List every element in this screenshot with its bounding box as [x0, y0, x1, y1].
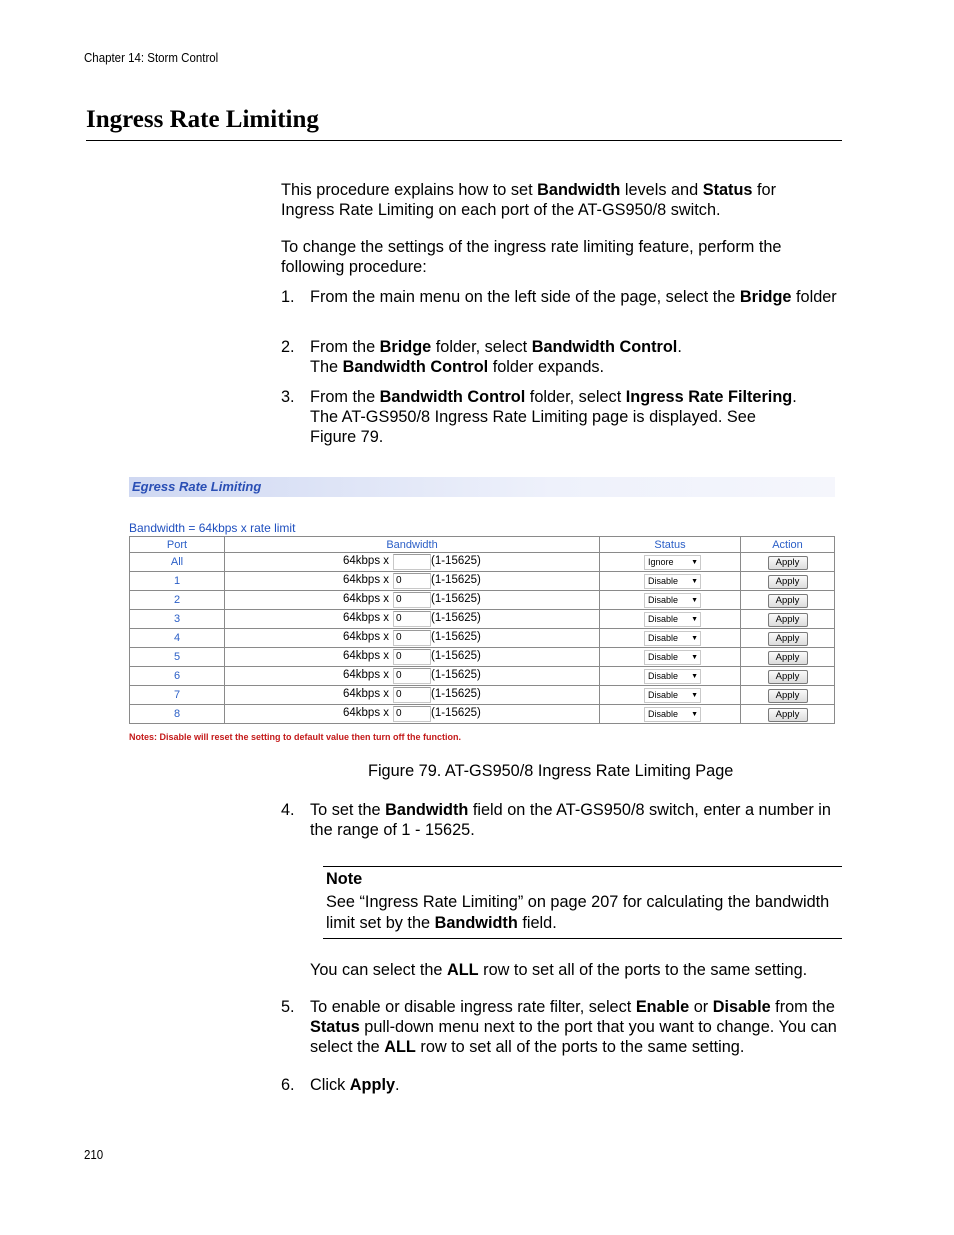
bandwidth-unit-label: 64kbps x [343, 593, 390, 605]
bandwidth-range-label: (1-15625) [431, 574, 481, 586]
status-cell [600, 705, 741, 724]
step-4-followup: You can select the ALL row to set all of the ports to the same setting. [310, 961, 808, 979]
note-body: See “Ingress Rate Limiting” on page 207 for calculating the bandwidth limit set by the Bandwidth field. [326, 893, 830, 932]
port-link[interactable]: 5 [130, 648, 225, 667]
status-select[interactable] [644, 707, 701, 722]
bandwidth-cell [225, 610, 600, 629]
column-action: Action [741, 537, 835, 553]
figure-header-bar [129, 477, 835, 497]
bandwidth-unit-label: 64kbps x [343, 574, 390, 586]
port-link[interactable]: 4 [130, 629, 225, 648]
status-value: Disable [648, 614, 679, 624]
status-value: Disable [648, 652, 679, 662]
status-value: Ignore [648, 557, 674, 567]
table-row [130, 572, 835, 591]
table-row [130, 553, 835, 572]
bandwidth-cell [225, 553, 600, 572]
action-cell [741, 648, 835, 667]
bandwidth-range-label: (1-15625) [431, 593, 481, 605]
bandwidth-cell [225, 667, 600, 686]
status-cell [600, 610, 741, 629]
dropdown-arrow-icon: ▼ [691, 692, 698, 699]
status-value: Disable [648, 595, 679, 605]
port-link[interactable]: 8 [130, 705, 225, 724]
bandwidth-unit-label: 64kbps x [343, 650, 390, 662]
status-value: Disable [648, 576, 679, 586]
step-6: 6. Click Apply. [281, 1076, 400, 1094]
dropdown-arrow-icon: ▼ [691, 597, 698, 604]
status-select[interactable] [644, 555, 701, 570]
dropdown-arrow-icon: ▼ [691, 673, 698, 680]
table-row [130, 610, 835, 629]
title-rule [86, 140, 842, 141]
status-select[interactable] [644, 631, 701, 646]
action-cell [741, 705, 835, 724]
action-cell [741, 610, 835, 629]
bandwidth-range-label: (1-15625) [431, 650, 481, 662]
action-cell [741, 629, 835, 648]
bandwidth-input[interactable]: 0 [393, 573, 431, 589]
step-3: 3. From the Bandwidth Control folder, select Ingress Rate Filtering. The AT-GS950/8 Ingress Rate Limiting page is displayed. See Figure 79. [281, 388, 797, 446]
port-link[interactable]: 3 [130, 610, 225, 629]
bandwidth-range-label: (1-15625) [431, 631, 481, 643]
apply-button[interactable]: Apply [768, 689, 808, 703]
action-cell [741, 591, 835, 610]
running-header: Chapter 14: Storm Control [84, 51, 219, 65]
apply-button[interactable]: Apply [768, 632, 808, 646]
action-cell [741, 572, 835, 591]
status-select[interactable] [644, 650, 701, 665]
step-1: 1. From the main menu on the left side of the page, select the Bridge folder [281, 288, 837, 306]
step-4: 4. To set the Bandwidth field on the AT-GS950/8 switch, enter a number in the range of 1 - 15625. [281, 801, 831, 839]
status-cell [600, 572, 741, 591]
dropdown-arrow-icon: ▼ [691, 578, 698, 585]
bandwidth-formula: Bandwidth = 64kbps x rate limit [129, 521, 296, 535]
status-select[interactable] [644, 612, 701, 627]
column-bandwidth: Bandwidth [225, 537, 600, 553]
step-2: 2. From the Bridge folder, select Bandwidth Control. The Bandwidth Control folder expands. [281, 338, 682, 376]
bandwidth-unit-label: 64kbps x [343, 555, 390, 567]
apply-button[interactable]: Apply [768, 594, 808, 608]
bandwidth-input[interactable]: 0 [393, 592, 431, 608]
status-cell [600, 686, 741, 705]
bandwidth-cell [225, 686, 600, 705]
note-title: Note [326, 870, 363, 888]
note-rule-top [323, 866, 842, 867]
intro-paragraph-1: This procedure explains how to set Bandwidth levels and Status for Ingress Rate Limiting on each port of the AT-GS950/8 switch. [281, 181, 776, 219]
table-row [130, 629, 835, 648]
apply-button[interactable]: Apply [768, 670, 808, 684]
bandwidth-range-label: (1-15625) [431, 688, 481, 700]
status-value: Disable [648, 633, 679, 643]
bandwidth-range-label: (1-15625) [431, 669, 481, 681]
action-cell [741, 553, 835, 572]
status-select[interactable] [644, 574, 701, 589]
figure-note: Notes: Disable will reset the setting to default value then turn off the function. [129, 732, 462, 742]
bandwidth-unit-label: 64kbps x [343, 631, 390, 643]
status-cell [600, 667, 741, 686]
action-cell [741, 686, 835, 705]
apply-button[interactable]: Apply [768, 556, 808, 570]
apply-button[interactable]: Apply [768, 613, 808, 627]
status-cell [600, 553, 741, 572]
bandwidth-cell [225, 648, 600, 667]
table-header-row [130, 537, 835, 553]
bandwidth-range-label: (1-15625) [431, 707, 481, 719]
action-cell [741, 667, 835, 686]
rate-limit-table [129, 536, 835, 724]
bandwidth-input[interactable] [393, 554, 431, 570]
port-link[interactable]: 6 [130, 667, 225, 686]
bandwidth-cell [225, 572, 600, 591]
status-select[interactable] [644, 593, 701, 608]
section-title: Ingress Rate Limiting [86, 106, 319, 133]
table-row [130, 686, 835, 705]
bandwidth-input[interactable]: 0 [393, 630, 431, 646]
port-link[interactable]: 2 [130, 591, 225, 610]
figure-header-title: Egress Rate Limiting [132, 479, 262, 494]
port-link[interactable]: 7 [130, 686, 225, 705]
column-port: Port [130, 537, 225, 553]
bandwidth-input[interactable]: 0 [393, 668, 431, 684]
apply-button[interactable]: Apply [768, 651, 808, 665]
dropdown-arrow-icon: ▼ [691, 654, 698, 661]
step-5: 5. To enable or disable ingress rate filter, select Enable or Disable from the Status pull-down menu next to the port that you want to change. You can select the ALL row to set all of the ports to the same setting. [281, 998, 837, 1056]
bandwidth-cell [225, 591, 600, 610]
status-cell [600, 591, 741, 610]
bandwidth-unit-label: 64kbps x [343, 707, 390, 719]
bandwidth-input[interactable]: 0 [393, 611, 431, 627]
table-row [130, 591, 835, 610]
dropdown-arrow-icon: ▼ [691, 559, 698, 566]
bandwidth-range-label: (1-15625) [431, 612, 481, 624]
table-row [130, 705, 835, 724]
status-select[interactable] [644, 669, 701, 684]
dropdown-arrow-icon: ▼ [691, 635, 698, 642]
bandwidth-input[interactable]: 0 [393, 649, 431, 665]
table-body [130, 553, 835, 724]
table-row [130, 648, 835, 667]
page-number: 210 [84, 1148, 104, 1162]
bandwidth-unit-label: 64kbps x [343, 688, 390, 700]
status-cell [600, 648, 741, 667]
apply-button[interactable]: Apply [768, 575, 808, 589]
apply-button[interactable]: Apply [768, 708, 808, 722]
bandwidth-cell [225, 705, 600, 724]
note-rule-bottom [323, 938, 842, 939]
port-link[interactable]: All [130, 553, 225, 572]
dropdown-arrow-icon: ▼ [691, 711, 698, 718]
port-link[interactable]: 1 [130, 572, 225, 591]
bandwidth-range-label: (1-15625) [431, 555, 481, 567]
bandwidth-unit-label: 64kbps x [343, 612, 390, 624]
table-row [130, 667, 835, 686]
dropdown-arrow-icon: ▼ [691, 616, 698, 623]
bandwidth-cell [225, 629, 600, 648]
bandwidth-unit-label: 64kbps x [343, 669, 390, 681]
figure-caption: Figure 79. AT-GS950/8 Ingress Rate Limiting Page [368, 762, 734, 780]
status-select[interactable] [644, 688, 701, 703]
status-value: Disable [648, 709, 679, 719]
column-status: Status [600, 537, 741, 553]
status-value: Disable [648, 671, 679, 681]
status-cell [600, 629, 741, 648]
status-value: Disable [648, 690, 679, 700]
bandwidth-input[interactable]: 0 [393, 706, 431, 722]
bandwidth-input[interactable]: 0 [393, 687, 431, 703]
intro-paragraph-2: To change the settings of the ingress rate limiting feature, perform the following procedure: [281, 238, 782, 276]
